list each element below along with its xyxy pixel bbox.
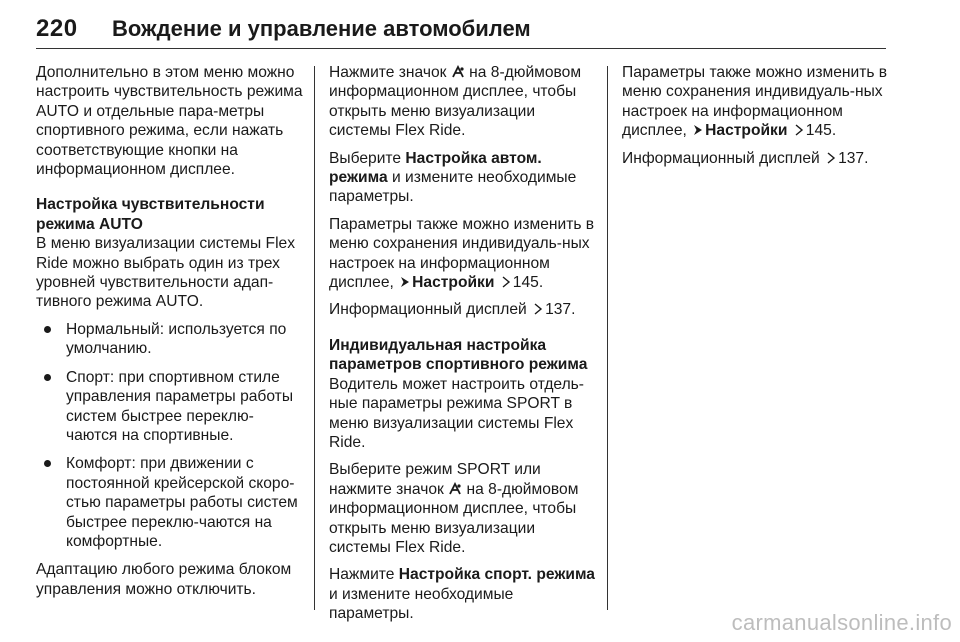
paragraph: Нажмите Настройка спорт. режима и измените необходимые параметры. <box>329 566 595 623</box>
list-item: Спорт: при спортивном стиле управления параметры работы систем быстрее переклю-чаются на спортивные. <box>36 368 304 446</box>
settings-arrow-icon <box>398 275 412 289</box>
bullet-icon <box>44 460 51 467</box>
settings-arrow-icon <box>691 123 705 137</box>
bullet-list <box>36 320 304 551</box>
page-title: Вождение и управление автомобилем <box>112 16 531 41</box>
page-reference-icon <box>824 151 838 165</box>
paragraph: Информационный дисплей 137. <box>622 149 869 167</box>
list-item: Нормальный: используется по умолчанию. <box>36 320 304 359</box>
flexride-icon <box>451 65 465 79</box>
column-divider <box>607 66 608 610</box>
bullet-icon <box>44 326 51 333</box>
paragraph: Параметры также можно изменить в меню сохранения индивидуаль-ных настроек на информационном дисплее, Настройки 145. <box>329 215 595 292</box>
paragraph: Адаптацию любого режима блоком управления можно отключить. <box>36 561 292 598</box>
paragraph: В меню визуализации системы Flex Ride можно выбрать один из трех уровней чувствительности адап-тивного режима AUTO. <box>36 235 296 311</box>
column-1 <box>36 63 304 607</box>
paragraph: Выберите Настройка автом. режима и измените необходимые параметры. <box>329 149 577 206</box>
paragraph: Водитель может настроить отдель-ные параметры режима SPORT в меню визуализации системы Flex Ride. <box>329 375 584 451</box>
page-reference-icon <box>531 302 545 316</box>
menu-label: Настройка автом. режима <box>329 149 542 187</box>
page-header <box>36 10 886 49</box>
page-reference-icon <box>499 275 513 289</box>
flexride-icon <box>448 482 462 496</box>
page-reference-icon <box>792 123 806 137</box>
watermark: carmanualsonline.info <box>731 610 952 635</box>
column-3 <box>622 63 890 176</box>
section-heading: Настройка чувствительности режима AUTO <box>36 196 265 233</box>
menu-label: Настройки <box>705 122 788 140</box>
paragraph: Информационный дисплей 137. <box>329 301 576 319</box>
bullet-icon <box>44 374 51 381</box>
paragraph: Параметры также можно изменить в меню сохранения индивидуаль-ных настроек на информационном дисплее, Настройки 145. <box>622 64 888 140</box>
page-number: 220 <box>36 15 78 42</box>
paragraph: Нажмите значок на 8-дюймовом информационном дисплее, чтобы открыть меню визуализации системы Flex Ride. <box>329 64 582 140</box>
column-2 <box>329 63 597 632</box>
menu-label: Настройка спорт. режима <box>398 566 595 584</box>
section-heading: Индивидуальная настройка параметров спортивного режима <box>329 336 588 374</box>
menu-label: Настройки <box>412 274 495 292</box>
paragraph: Выберите режим SPORT или нажмите значок на 8-дюймовом информационном дисплее, чтобы открыть меню визуализации системы Flex Ride. <box>329 461 579 556</box>
list-item: Комфорт: при движении с постоянной крейсерской скоро-стью параметры работы систем быстрее переклю-чаются на комфортные. <box>36 454 304 551</box>
column-divider <box>314 66 315 610</box>
paragraph: Дополнительно в этом меню можно настроить чувствительность режима AUTO и отдельные пара-метры спортивного режима, если нажать соответствующие кнопки на информационном дисплее. <box>36 64 303 179</box>
